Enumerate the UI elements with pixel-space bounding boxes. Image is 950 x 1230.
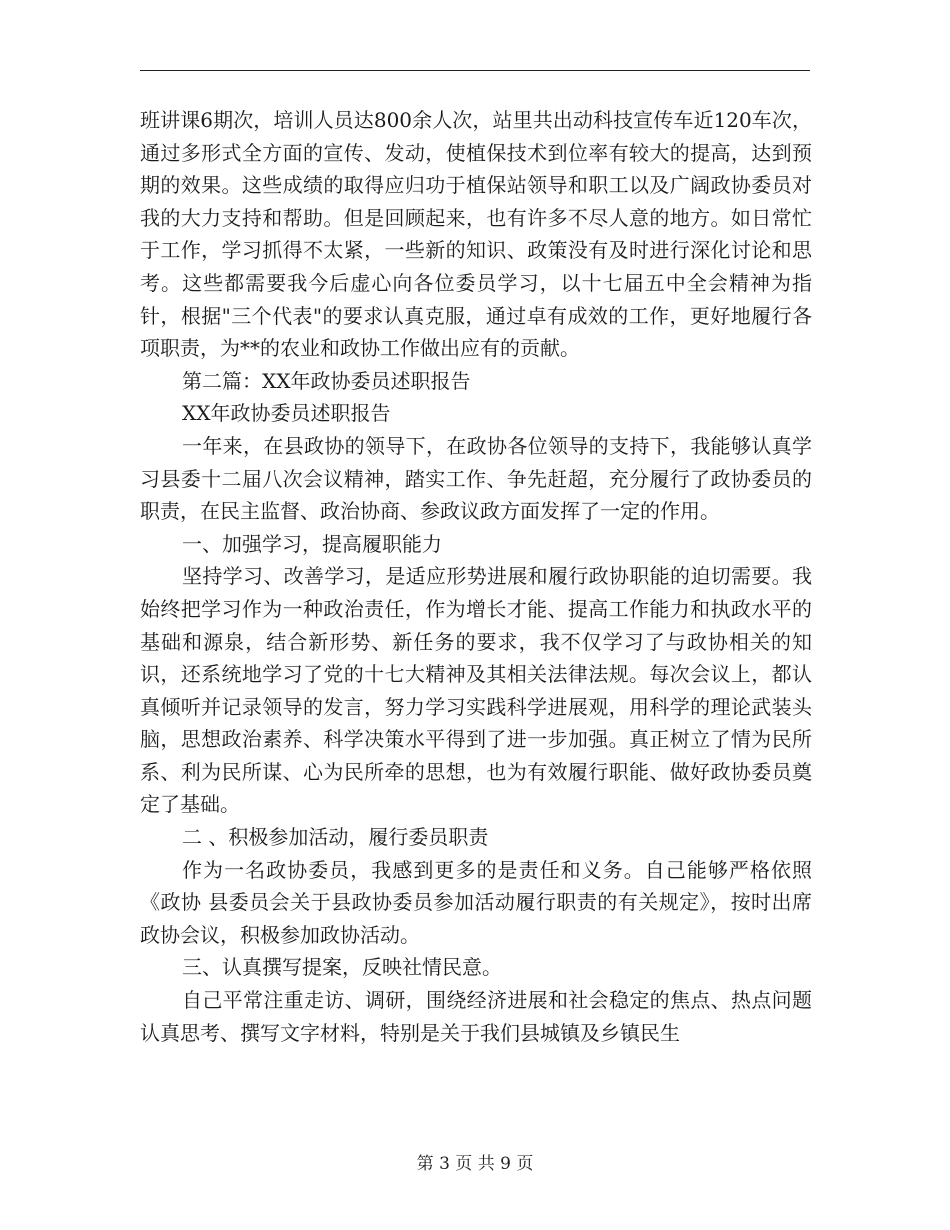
paragraph: 班讲课6期次，培训人员达800余人次，站里共出动科技宣传车近120车次，通过多形式全方面的宣传、发动，使植保技术到位率有较大的提高，达到预期的效果。这些成绩的取得应归功于植保站领导和职工以及广阔政协委员对我的大力支持和帮助。但是回顾起来，也有许多不尽人意的地方。如日常忙于工作，学习抓得不太紧，一些新的知识、政策没有及时进行深化讨论和思考。这些都需要我今后虚心向各位委员学习，以十七届五中全会精神为指针，根据"三个代表"的要求认真克服，通过卓有成效的工作，更好地履行各项职责，为**的农业和政协工作做出应有的贡献。: [140, 108, 812, 361]
paragraph: 作为一名政协委员，我感到更多的是责任和义务。自己能够严格依照《政协 县委员会关于县政协委员参加活动履行职责的有关规定》，按时出席政协会议，积极参加政协活动。: [140, 857, 812, 947]
paragraph: 自己平常注重走访、调研，围绕经济进展和社会稳定的焦点、热点问题认真思考、撰写文字材料，特别是关于我们县城镇及乡镇民生: [140, 988, 812, 1045]
report-title: XX年政协委员述职报告: [182, 401, 391, 426]
page-number: 第 3 页 共 9 页: [416, 1154, 534, 1174]
header-rule: [140, 70, 810, 71]
heading-3: 三、认真撰写提案，反映社情民意。: [182, 955, 502, 980]
paragraph: 一年来，在县政协的领导下，在政协各位领导的支持下，我能够认真学习县委十二届八次会议精神，踏实工作、争先赶超，充分履行了政协委员的职责，在民主监督、政治协商、参政议政方面发挥了一定的作用。: [140, 433, 812, 524]
section-title: 第二篇：XX年政协委员述职报告: [182, 368, 471, 393]
paragraph: 坚持学习、改善学习，是适应形势进展和履行政协职能的迫切需要。我始终把学习作为一种政治责任，作为增长才能、提高工作能力和执政水平的基础和源泉，结合新形势、新任务的要求，我不仅学习了与政协相关的知识，还系统地学习了党的十七大精神及其相关法律法规。每次会议上，都认真倾听并记录领导的发言，努力学习实践科学进展观，用科学的理论武装头脑，思想政治素养、科学决策水平得到了进一步加强。真正树立了情为民所系、利为民所谋、心为民所牵的思想，也为有效履行职能、做好政协委员奠定了基础。: [140, 564, 812, 817]
heading-1: 一、加强学习，提高履职能力: [182, 531, 442, 556]
heading-2: 二 、积极参加活动，履行委员职责: [182, 825, 489, 850]
document-body: [140, 104, 812, 1049]
